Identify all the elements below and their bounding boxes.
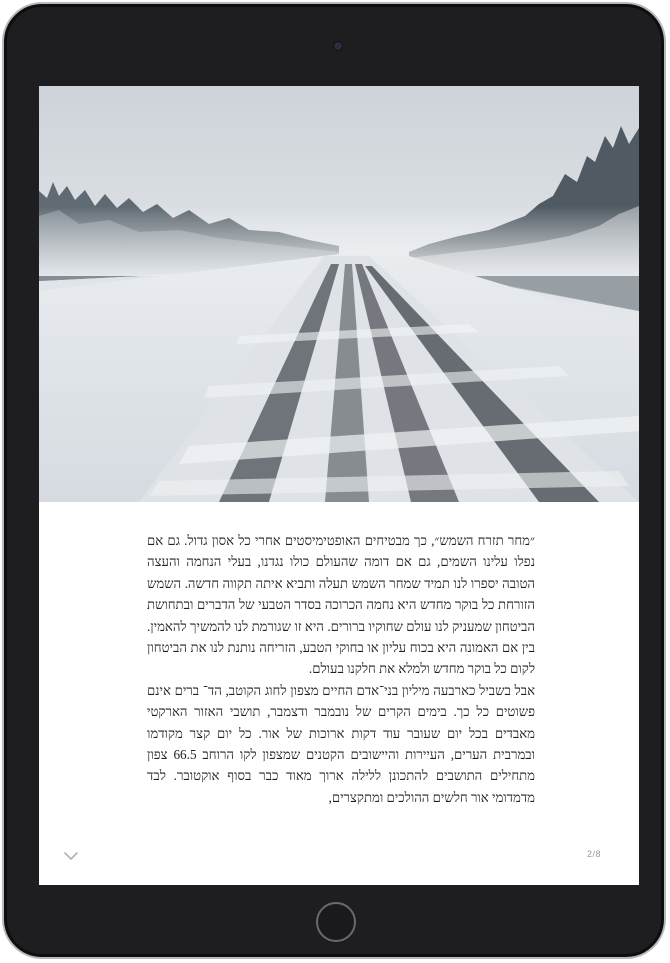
- tablet-device: [2, 2, 666, 959]
- home-button[interactable]: [316, 902, 356, 942]
- reader-screen: [39, 86, 639, 885]
- paragraph-1: ״מחר תזרח השמש״, כך מבטיחים האופטימיסטים אחרי כל אסון גדול. גם אם נפלו עלינו השמים, גם אם דומה שהעולם כולו נגדנו, בעלי הנחמה והעצה הטובה יספרו לנו תמיד שמחר השמש תעלה ותביא איתה תקווה חדשה. השמש הזורחת כל בוקר מחדש היא נחמה הכרוכה בסדר הטבעי של הדברים ובתחושת הביטחון שמעניק לנו עולם שחוקיו ברורים. היא זו שגורמת לנו להמשיך להאמין. בין אם האמונה היא בכוח עליון או בחוקי הטבע, הזריחה נותנת לנו את הביטחון לקום כל בוקר מחדש ולמלא את חלקנו בעולם.: [147, 533, 535, 677]
- page-indicator: 2/8: [587, 849, 602, 859]
- paragraph-2: אבל בשביל כארבעה מיליון בני־אדם החיים מצפון לחוג הקוטב, הד־ ברים אינם פשוטים כל כך. בימים הקרים של נובמבר ודצמבר, תושבי האזור הארקטי מאבדים בכל יום שעובר עוד דקות ארוכות של אור. כל יום קצר מקודמו ובמרבית הערים, העיירות והיישובים הקטנים שמצפון לקו הרוחב 66.5 צפון מתחילים התושבים להתכונן ללילה ארוך מאוד כבר בסוף אוקטובר. לבד מדמדומי אור חלשים ההולכים ומתקצרים,: [147, 682, 535, 805]
- article-text: [147, 530, 535, 808]
- chevron-down-icon[interactable]: [63, 850, 79, 862]
- front-camera: [334, 42, 342, 50]
- hero-image-winter-road: [39, 86, 639, 502]
